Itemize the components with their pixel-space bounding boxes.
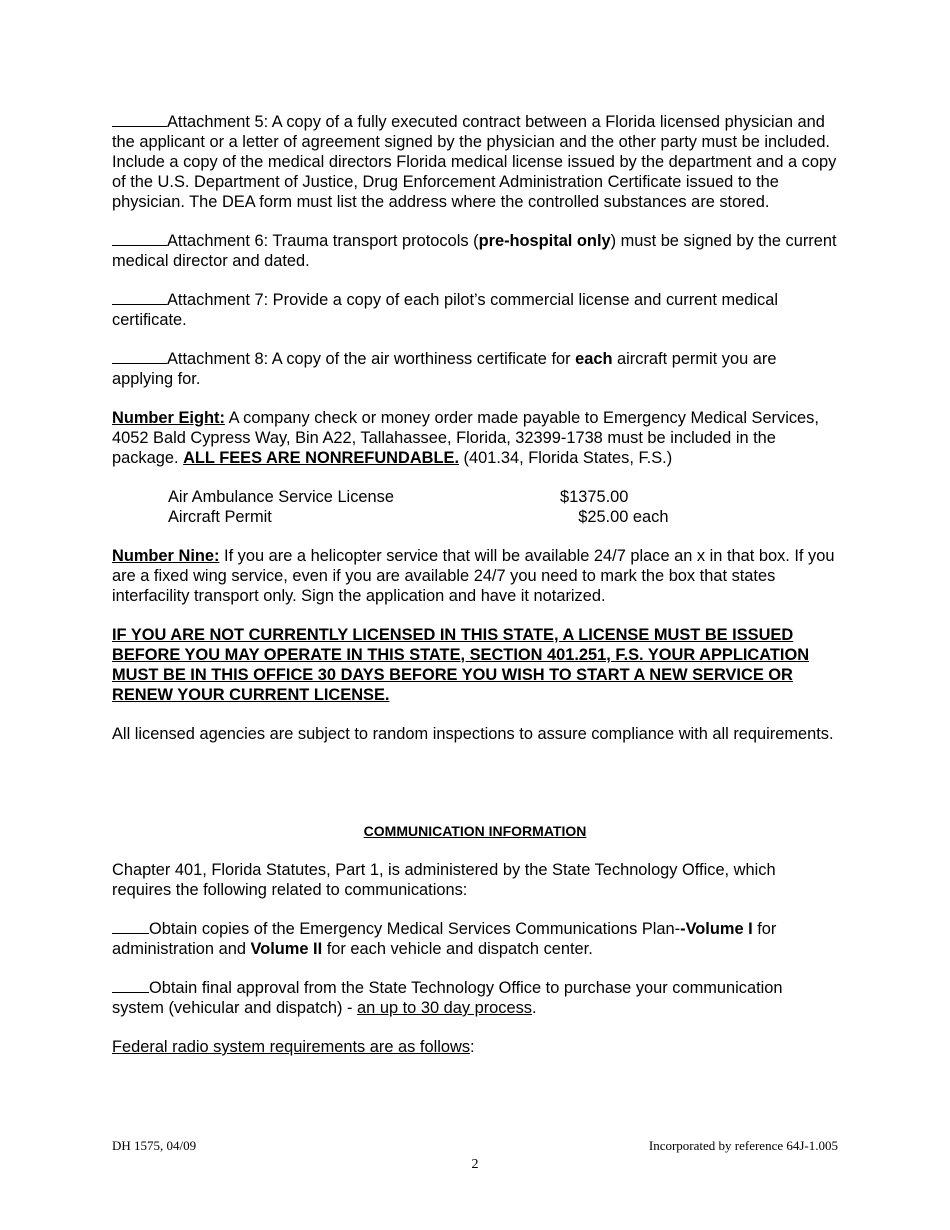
- checkbox-blank[interactable]: [112, 919, 149, 934]
- attachment-6: Attachment 6: Trauma transport protocols (pre-hospital only) must be signed by the current medical director and dated.: [112, 232, 837, 270]
- spacer: [112, 744, 838, 821]
- checkbox-blank[interactable]: [112, 349, 167, 364]
- fee-row: [168, 507, 838, 527]
- number-eight-label: Number Eight:: [112, 409, 225, 427]
- licensing-warning: IF YOU ARE NOT CURRENTLY LICENSED IN THIS STATE, A LICENSE MUST BE ISSUED BEFORE YOU MAY OPERATE IN THIS STATE, SECTION 401.251, F.S. YOUR APPLICATION MUST BE IN THIS OFFICE 30 DAYS BEFORE YOU WISH TO START A NEW SERVICE OR RENEW YOUR CURRENT LICENSE.: [112, 626, 810, 704]
- fee-row: [168, 487, 838, 507]
- fee-name: Aircraft Permit: [168, 508, 272, 526]
- fee-name: Air Ambulance Service License: [168, 488, 394, 506]
- nonrefundable-notice: ALL FEES ARE NONREFUNDABLE.: [183, 449, 459, 467]
- federal-requirements-heading: Federal radio system requirements are as follows:: [112, 1038, 475, 1056]
- number-eight-paragraph: Number Eight: A company check or money order made payable to Emergency Medical Services, 4052 Bald Cypress Way, Bin A22, Tallahassee, Florida, 32399-1738 must be included in the package. ALL FEES ARE NONREFUNDABLE. (401.34, Florida States, F.S.): [112, 409, 819, 467]
- checkbox-blank[interactable]: [112, 290, 167, 305]
- fee-table: [112, 487, 838, 527]
- comm-item-approval: Obtain final approval from the State Technology Office to purchase your communication system (vehicular and dispatch) - an up to 30 day process.: [112, 979, 783, 1017]
- fee-amount: $25.00 each: [560, 508, 669, 526]
- inspections-note: All licensed agencies are subject to random inspections to assure compliance with all requirements.: [112, 725, 834, 743]
- number-nine-label: Number Nine:: [112, 547, 220, 565]
- checkbox-blank[interactable]: [112, 231, 167, 246]
- attachment-5: Attachment 5: A copy of a fully executed contract between a Florida licensed physician and the applicant or a letter of agreement signed by the physician and the other party must be included. Include a copy of the medical directors Florida medical license issued by the department and a copy of the U.S. Department of Justice, Drug Enforcement Administration Certificate issued to the physician. The DEA form must list the address where the controlled substances are stored.: [112, 113, 837, 211]
- comm-intro: Chapter 401, Florida Statutes, Part 1, is administered by the State Technology Office, which requires the following related to communications:: [112, 861, 776, 899]
- attachment-7: Attachment 7: Provide a copy of each pilot’s commercial license and current medical certificate.: [112, 291, 778, 329]
- checkbox-blank[interactable]: [112, 112, 167, 127]
- form-number: DH 1575, 04/09: [112, 1138, 197, 1153]
- fee-amount: $1375.00: [560, 488, 629, 506]
- page-number: 2: [471, 1157, 479, 1172]
- section-title: COMMUNICATION INFORMATION: [363, 823, 587, 839]
- attachment-8: Attachment 8: A copy of the air worthiness certificate for each aircraft permit you are applying for.: [112, 350, 777, 388]
- document-body: [112, 112, 838, 1057]
- comm-item-plan: Obtain copies of the Emergency Medical Services Communications Plan--Volume I for administration and Volume II for each vehicle and dispatch center.: [112, 920, 777, 958]
- reference-note: Incorporated by reference 64J-1.005: [648, 1138, 838, 1153]
- number-nine-paragraph: Number Nine: If you are a helicopter service that will be available 24/7 place an x in that box. If you are a fixed wing service, even if you are available 24/7 you need to mark the box that states interfacility transport only. Sign the application and have it notarized.: [112, 547, 835, 605]
- checkbox-blank[interactable]: [112, 978, 149, 993]
